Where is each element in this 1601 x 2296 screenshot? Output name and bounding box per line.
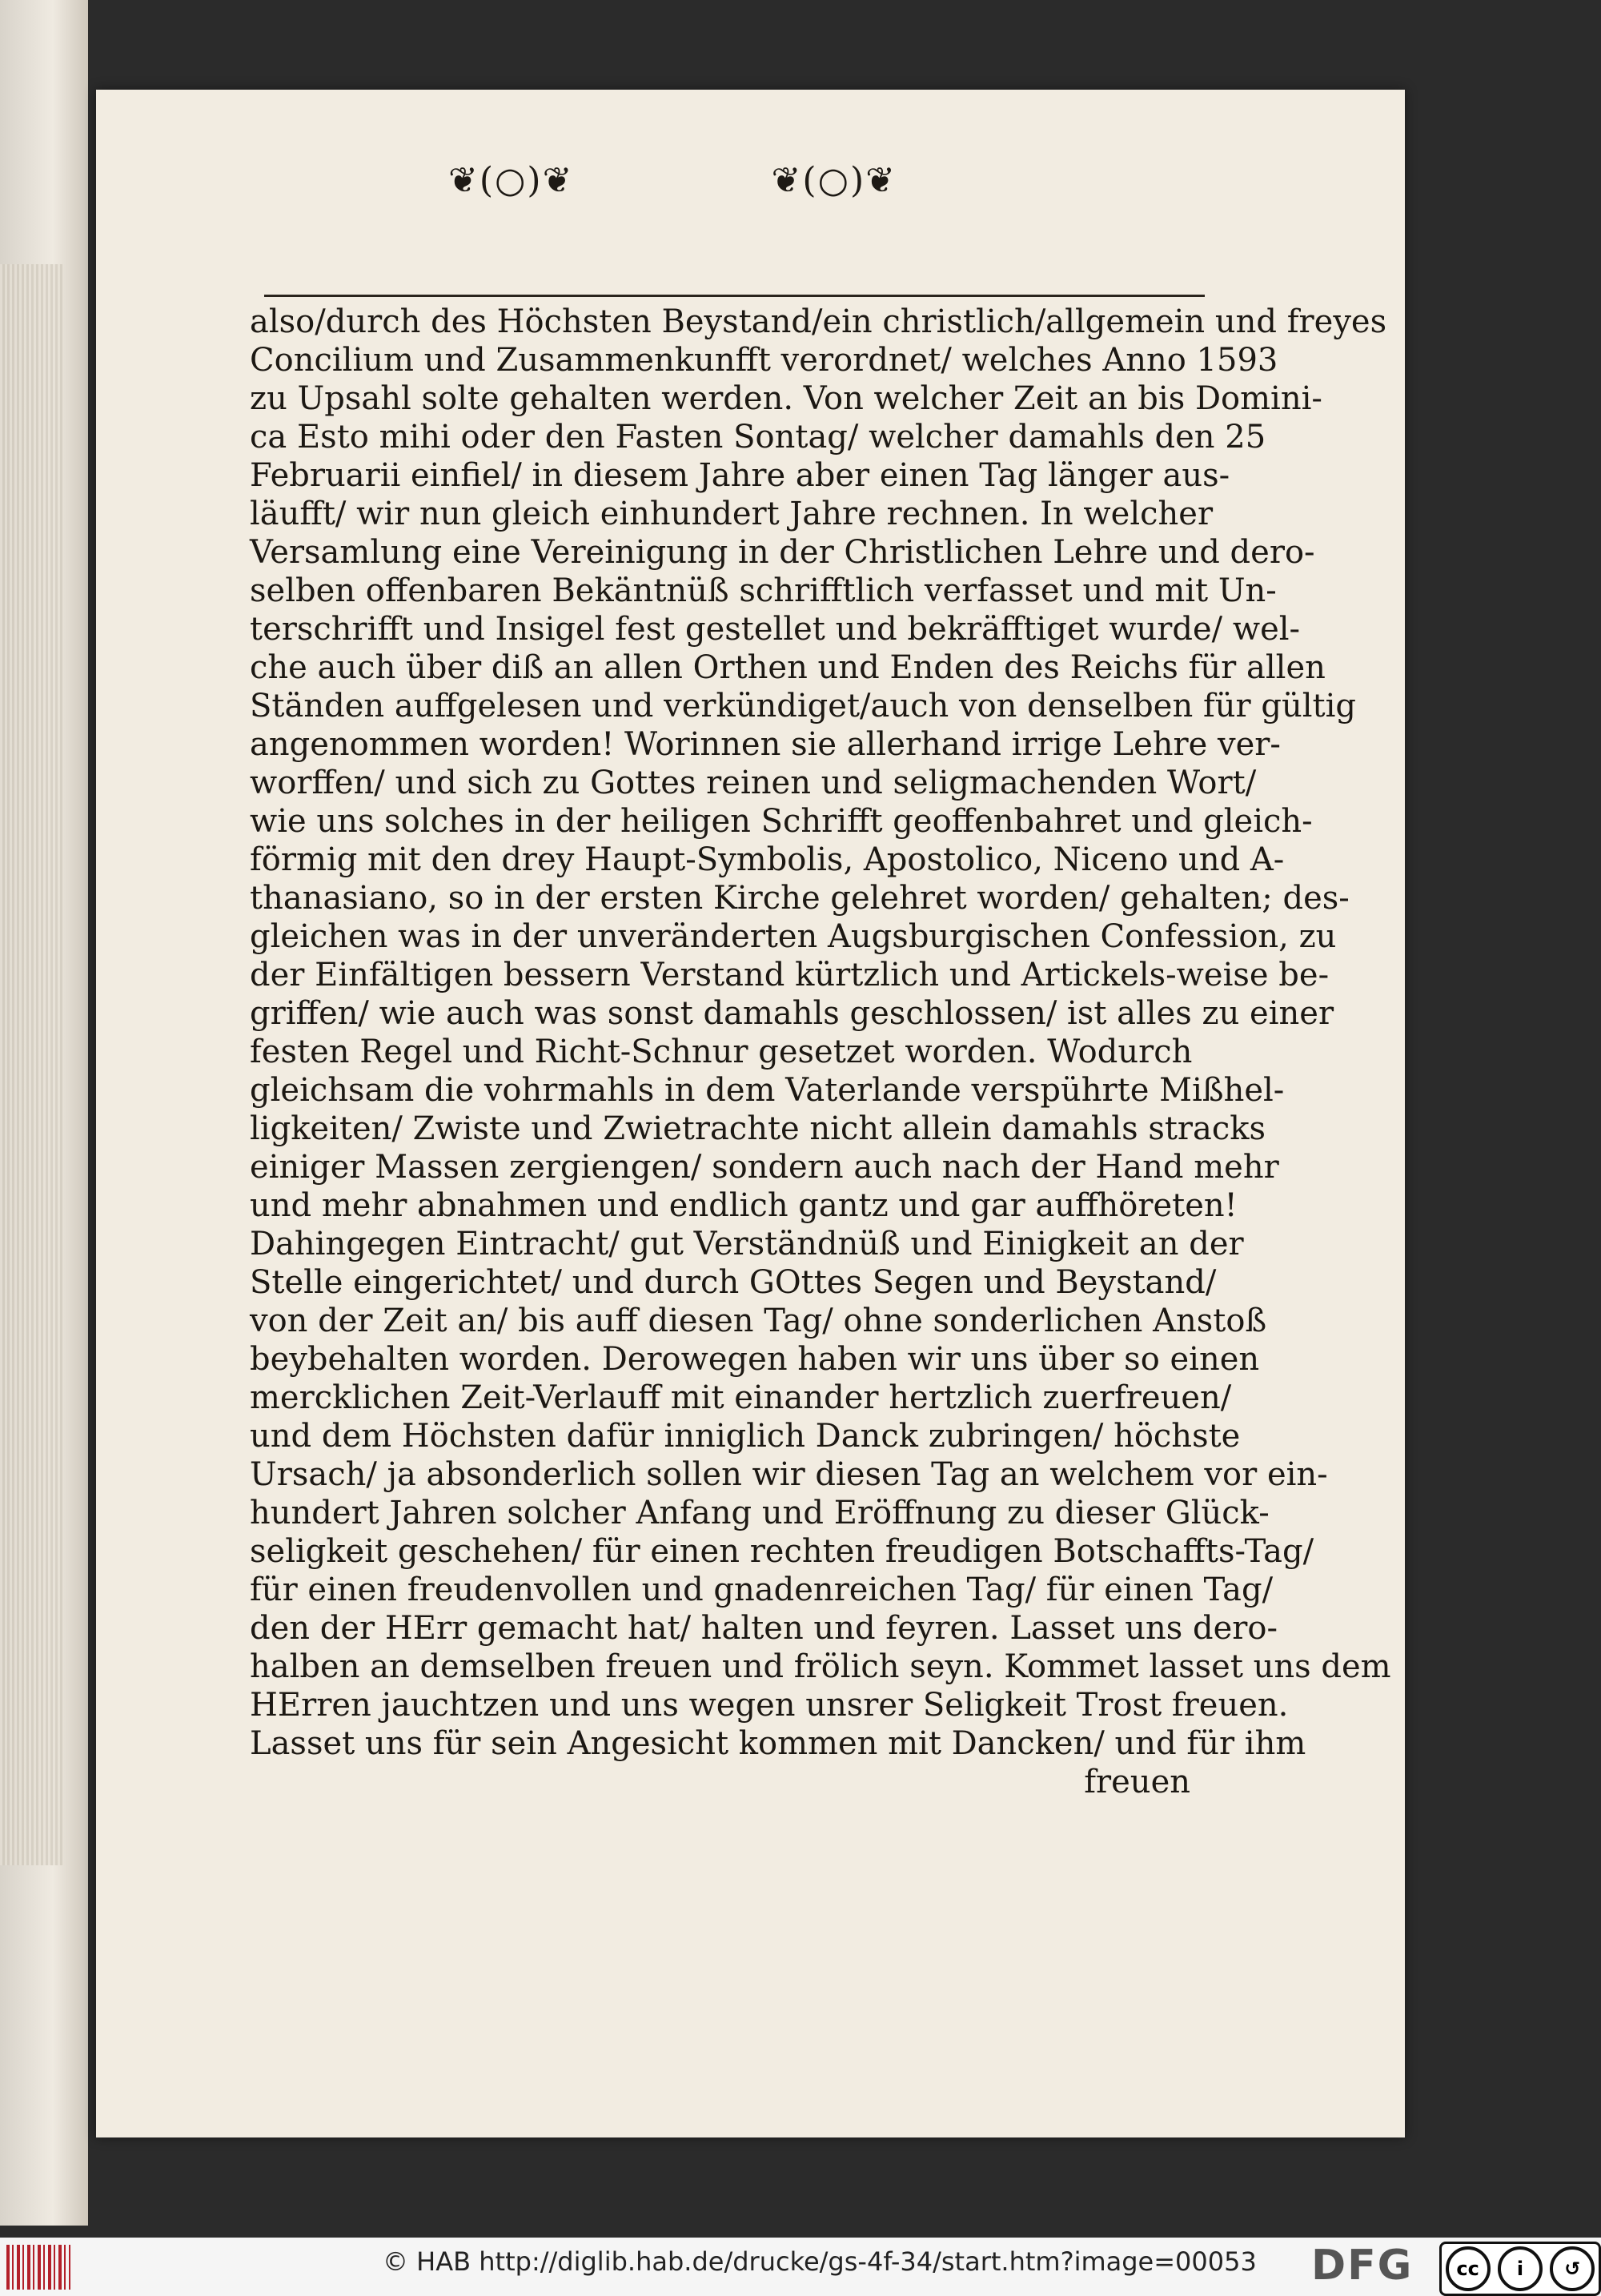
ornament-right: ❦(○)❦ [771,159,897,201]
cc-license-icon[interactable] [1439,2242,1601,2296]
text-line: läufft/ wir nun gleich einhundert Jahre rechnen. In welcher [250,496,1214,532]
header-rule [264,295,1205,297]
text-line: Dahingegen Eintracht/ gut Verständnüß und Einigkeit an der [250,1226,1244,1262]
header-ornament [448,152,897,208]
text-line: von der Zeit an/ bis auff diesen Tag/ ohne sonderlichen Anstoß [250,1303,1267,1339]
text-line: gleichsam die vohrmahls in dem Vaterlande verspührte Mißhel- [250,1072,1285,1109]
text-line: ligkeiten/ Zwiste und Zwietrachte nicht allein damahls stracks [250,1110,1266,1147]
text-line: Concilium und Zusammenkunfft verordnet/ welches Anno 1593 [250,342,1278,379]
text-line: hundert Jahren solcher Anfang und Eröffnung zu dieser Glück- [250,1495,1270,1531]
text-line: Lasset uns für sein Angesicht kommen mit Dancken/ und für ihm [250,1725,1306,1762]
text-line: Ständen auffgelesen und verkündiget/auch von denselben für gültig [250,688,1356,725]
text-line: angenommen worden! Worinnen sie allerhand irrige Lehre ver- [250,726,1281,763]
text-line: und mehr abnahmen und endlich gantz und gar auffhöreten! [250,1187,1238,1224]
text-line: einiger Massen zergiengen/ sondern auch nach der Hand mehr [250,1149,1279,1186]
text-line: Februarii einfiel/ in diesem Jahre aber einen Tag länger aus- [250,457,1230,494]
text-line: zu Upsahl solte gehalten werden. Von welcher Zeit an bis Domini- [250,380,1322,417]
text-line: für einen freudenvollen und gnadenreichen Tag/ für einen Tag/ [250,1571,1274,1608]
text-line: Ursach/ ja absonderlich sollen wir diesen Tag an welchem vor ein- [250,1456,1328,1493]
text-line: den der HErr gemacht hat/ halten und feyren. Lasset uns dero- [250,1610,1278,1647]
ornament-left: ❦(○)❦ [448,159,574,201]
text-line: der Einfältigen bessern Verstand kürtzlich und Artickels-weise be- [250,957,1330,993]
text-line: wie uns solches in der heiligen Schrifft geoffenbahret und gleich- [250,803,1313,840]
text-line: gleichen was in der unveränderten Augsburgischen Confession, zu [250,918,1337,955]
text-line: Versamlung eine Vereinigung in der Christlichen Lehre und dero- [250,534,1315,571]
adjacent-book-page-edges [0,264,64,1865]
barcode-icon [6,2245,70,2290]
text-line: worffen/ und sich zu Gottes reinen und seligmachenden Wort/ [250,765,1257,801]
text-line: terschrifft und Insigel fest gestellet und bekräfftiget wurde/ wel- [250,611,1301,648]
body-text [250,303,1391,1801]
text-line: HErren jauchtzen und uns wegen unsrer Seligkeit Trost freuen. [250,1687,1289,1724]
text-line: also/durch des Höchsten Beystand/ein christlich/allgemein und freyes [250,303,1387,340]
text-line: beybehalten worden. Derowegen haben wir uns über so einen [250,1341,1260,1378]
text-line: ca Esto mihi oder den Fasten Sontag/ welcher damahls den 25 [250,419,1266,456]
text-line: und dem Höchsten dafür inniglich Danck zubringen/ höchste [250,1418,1241,1455]
text-line: festen Regel und Richt-Schnur gesetzet worden. Wodurch [250,1034,1193,1070]
text-line: seligkeit geschehen/ für einen rechten freudigen Botschaffts-Tag/ [250,1533,1314,1570]
by-icon: i [1498,2246,1543,2291]
text-line: thanasiano, so in der ersten Kirche gelehret worden/ gehalten; des- [250,880,1350,917]
text-line: griffen/ wie auch was sonst damahls geschlossen/ ist alles zu einer [250,995,1334,1032]
text-line: mercklichen Zeit-Verlauff mit einander hertzlich zuerfreuen/ [250,1379,1232,1416]
text-line: selben offenbaren Bekäntnüß schrifftlich verfasset und mit Un- [250,572,1277,609]
copyright-link[interactable]: © HAB http://diglib.hab.de/drucke/gs-4f-34/start.htm?image=00053 [383,2246,1257,2277]
dfg-logo: DFG [1311,2242,1414,2290]
text-line: halben an demselben freuen und frölich seyn. Kommet lasset uns dem [250,1648,1391,1685]
cc-icon: cc [1446,2246,1491,2291]
sa-icon: ↺ [1550,2246,1595,2291]
text-line: freuen [1084,1764,1190,1800]
text-line: förmig mit den drey Haupt-Symbolis, Apostolico, Niceno und A- [250,841,1285,878]
text-line: Stelle eingerichtet/ und durch GOttes Segen und Beystand/ [250,1264,1217,1301]
text-line: che auch über diß an allen Orthen und Enden des Reichs für allen [250,649,1326,686]
